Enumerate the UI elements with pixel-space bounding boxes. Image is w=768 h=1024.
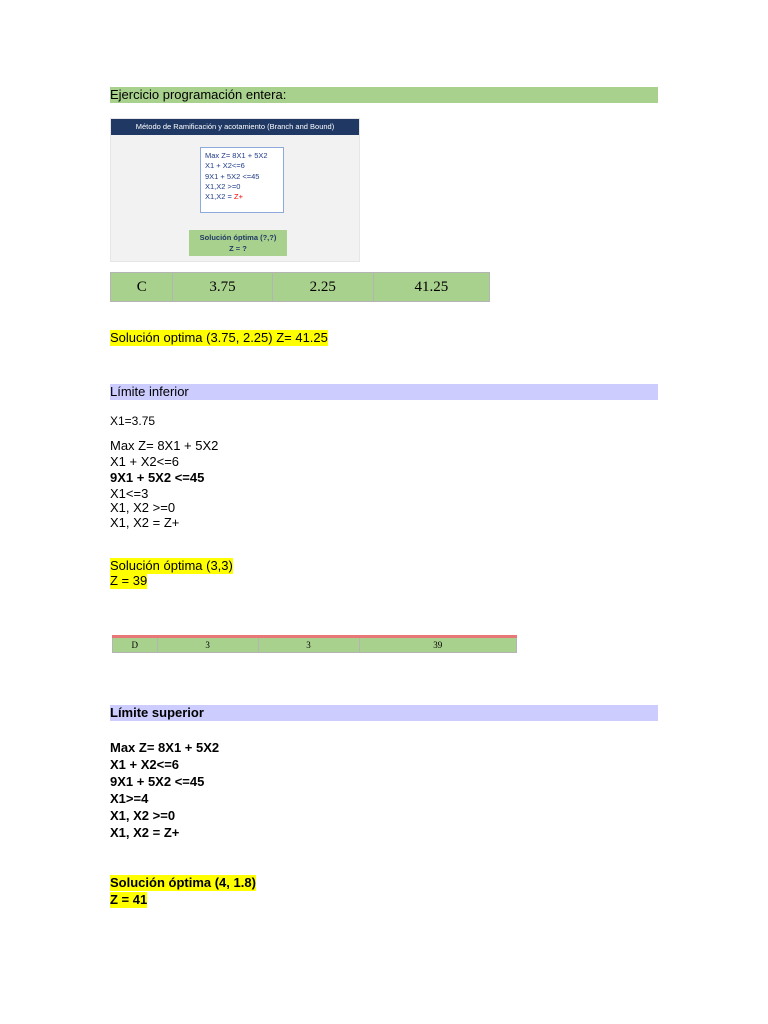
lower-line: X1, X2 = Z+ (110, 515, 180, 530)
image-model-line: X1 + X2<=6 (205, 161, 245, 171)
lower-line: 9X1 + 5X2 <=45 (110, 470, 205, 485)
image-solution-line2: Z = ? (229, 244, 247, 253)
upper-line: X1>=4 (110, 791, 149, 806)
table-cell: 2.25 (272, 273, 373, 302)
image-model-line: X1,X2 >=0 (205, 181, 241, 191)
upper-solution (110, 875, 256, 891)
image-solution-line1: Solución óptima (?,?) (199, 233, 277, 242)
table-row (113, 637, 517, 653)
lower-line: X1, X2 >=0 (110, 500, 176, 515)
table-cell: 3.75 (173, 273, 272, 302)
upper-line: X1, X2 >=0 (110, 808, 176, 823)
lower-x1-value: X1=3.75 (110, 414, 156, 428)
lower-z (110, 573, 147, 589)
table-cell: 41.25 (373, 273, 489, 302)
problem-image (110, 118, 360, 262)
table-cell: 3 (157, 637, 258, 653)
image-last-prefix: X1,X2 = (205, 192, 234, 202)
optimal-solution-c (110, 330, 328, 346)
upper-z (110, 892, 147, 908)
image-model-line: Max Z= 8X1 + 5X2 (205, 151, 268, 160)
upper-bound-heading-text: Límite superior (110, 705, 204, 720)
image-model-line: 9X1 + 5X2 <=45 (205, 171, 260, 181)
image-solution-box (189, 230, 287, 256)
upper-line: 9X1 + 5X2 <=45 (110, 774, 205, 789)
image-model-box (200, 147, 284, 213)
lower-z-text: Z = 39 (110, 573, 148, 588)
table-d (112, 635, 517, 653)
image-model-line-last (205, 192, 279, 202)
lower-solution-text: Solución óptima (3,3) (110, 558, 233, 573)
table-c (110, 272, 490, 302)
table-cell: 39 (359, 637, 516, 653)
optimal-solution-c-text: Solución optima (3.75, 2.25) Z= 41.25 (110, 330, 328, 345)
upper-z-text: Z = 41 (110, 892, 148, 907)
lower-bound-heading (110, 384, 658, 400)
upper-line: X1 + X2<=6 (110, 757, 180, 772)
exercise-title-text: Ejercicio programación entera: (110, 87, 287, 102)
image-header: Método de Ramificación y acotamiento (Branch and Bound) (111, 119, 359, 135)
image-last-suffix: Z+ (233, 192, 243, 202)
exercise-title (110, 87, 658, 103)
table-row (111, 273, 490, 302)
lower-line: X1<=3 (110, 486, 149, 501)
lower-line: Max Z= 8X1 + 5X2 (110, 438, 219, 453)
upper-line: X1, X2 = Z+ (110, 825, 180, 840)
lower-solution (110, 558, 233, 574)
upper-solution-text: Solución óptima (4, 1.8) (110, 875, 256, 890)
table-cell: D (113, 637, 158, 653)
lower-bound-heading-text: Límite inferior (110, 384, 189, 399)
table-cell: C (111, 273, 173, 302)
upper-bound-heading (110, 705, 658, 721)
upper-line: Max Z= 8X1 + 5X2 (110, 740, 220, 755)
lower-line: X1 + X2<=6 (110, 454, 180, 469)
table-cell: 3 (258, 637, 359, 653)
